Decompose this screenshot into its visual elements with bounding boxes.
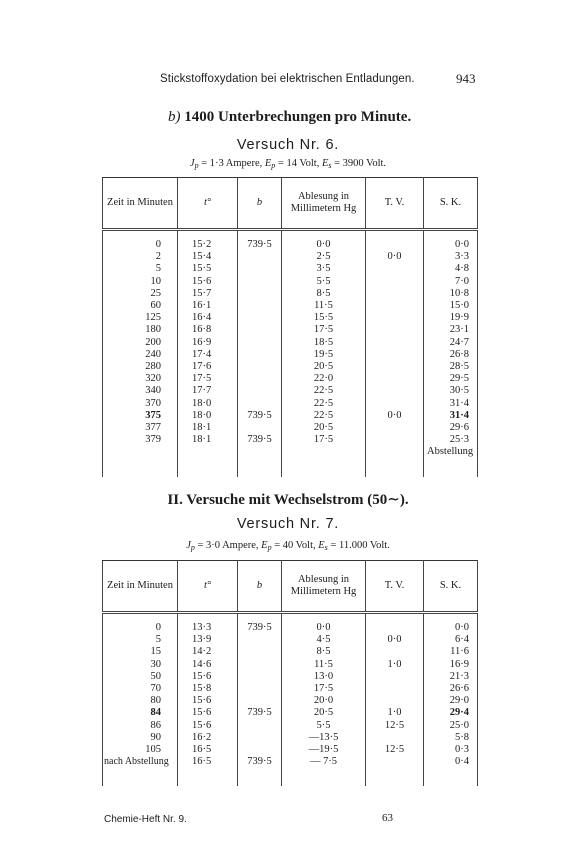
cell-temp: 15·6 <box>178 276 238 288</box>
cell-tv <box>366 422 424 434</box>
cell-ablesung: 17·5 <box>282 683 366 695</box>
cell-sk: 4·8 <box>424 263 478 275</box>
cell-b <box>238 385 282 397</box>
cell-temp: 15·6 <box>178 720 238 732</box>
cell-ablesung: 2·5 <box>282 251 366 263</box>
cell-tv <box>366 312 424 324</box>
cell-b <box>238 646 282 658</box>
cell-sk: 31·4 <box>424 410 478 422</box>
cell-zeit: 90 <box>103 732 178 744</box>
table-row <box>103 683 478 695</box>
table-row <box>103 646 478 658</box>
table-row <box>103 707 478 719</box>
cell-zeit: 15 <box>103 646 178 658</box>
cell-zeit: 5 <box>103 263 178 275</box>
cell-b <box>238 695 282 707</box>
table-row <box>103 373 478 385</box>
es-symbol: E <box>321 158 329 169</box>
cell-b <box>238 324 282 336</box>
cell-b <box>238 276 282 288</box>
col-sk: S. K. <box>424 178 478 230</box>
cell-ablesung: 20·5 <box>282 361 366 373</box>
versuch-7-table <box>102 560 478 786</box>
cell-zeit: 105 <box>103 744 178 756</box>
cell-zeit: 5 <box>103 634 178 646</box>
cell-tv: 0·0 <box>366 251 424 263</box>
table-row <box>103 622 478 634</box>
cell-zeit: 50 <box>103 671 178 683</box>
cell-ablesung: —19·5 <box>282 744 366 756</box>
ep-value: = 40 Volt, <box>274 540 316 551</box>
table-row <box>103 288 478 300</box>
cell-temp: 17·6 <box>178 361 238 373</box>
cell-zeit: 125 <box>103 312 178 324</box>
cell-temp: 13·3 <box>178 622 238 634</box>
table-row <box>103 349 478 361</box>
cell-tv <box>366 622 424 634</box>
col-tv: T. V. <box>366 561 424 613</box>
cell-zeit: 379 <box>103 434 178 446</box>
cell-ablesung: 13·0 <box>282 671 366 683</box>
cell-b <box>238 634 282 646</box>
ep-symbol: E <box>264 158 272 169</box>
cell-sk: 24·7 <box>424 337 478 349</box>
cell-sk: 26·8 <box>424 349 478 361</box>
cell-temp: 15·6 <box>178 695 238 707</box>
cell-ablesung: 17·5 <box>282 324 366 336</box>
cell-b <box>238 720 282 732</box>
cell-temp: 16·4 <box>178 312 238 324</box>
table-row <box>103 276 478 288</box>
cell-b <box>238 683 282 695</box>
cell-zeit: 370 <box>103 398 178 410</box>
cell-b: 739·5 <box>238 410 282 422</box>
versuch-6-params: $J_p = 1\cdot 3$ Ampere, $E_p = 14$ Volt, $E_s = 3900$ Volt. <box>189 158 387 170</box>
table-row <box>103 263 478 275</box>
cell-ablesung: 20·5 <box>282 422 366 434</box>
cell-zeit: 25 <box>103 288 178 300</box>
es-value: = 3900 Volt. <box>334 158 387 169</box>
jp-symbol: J <box>189 158 195 169</box>
cell-temp: 16·9 <box>178 337 238 349</box>
cell-tv <box>366 398 424 410</box>
table-row <box>103 446 478 458</box>
cell-tv <box>366 373 424 385</box>
jp-value: = 3·0 Ampere, <box>197 540 259 551</box>
cell-temp: 16·8 <box>178 324 238 336</box>
table-row <box>103 634 478 646</box>
table-row <box>103 312 478 324</box>
cell-b <box>238 744 282 756</box>
cell-temp: 15·8 <box>178 683 238 695</box>
cell-temp: 15·6 <box>178 671 238 683</box>
cell-ablesung: 5·5 <box>282 276 366 288</box>
cell-zeit <box>103 446 178 458</box>
cell-sk: Abstellung <box>424 446 478 458</box>
cell-sk: 0·3 <box>424 744 478 756</box>
cell-b <box>238 251 282 263</box>
cell-tv: 0·0 <box>366 410 424 422</box>
col-zeit: Zeit in Minuten <box>103 178 178 230</box>
section-ii-heading: II. Versuche mit Wechselstrom (50∼). <box>167 492 409 508</box>
cell-ablesung: —13·5 <box>282 732 366 744</box>
cell-zeit: nach Abstellung <box>103 756 178 768</box>
cell-tv <box>366 695 424 707</box>
cell-sk: 31·4 <box>424 398 478 410</box>
table-row <box>103 251 478 263</box>
cell-ablesung: 5·5 <box>282 720 366 732</box>
cell-zeit: 320 <box>103 373 178 385</box>
table-row <box>103 410 478 422</box>
cell-b <box>238 300 282 312</box>
cell-tv <box>366 276 424 288</box>
cell-tv <box>366 671 424 683</box>
cell-sk: 10·8 <box>424 288 478 300</box>
cell-sk: 25·0 <box>424 720 478 732</box>
cell-ablesung: 11·5 <box>282 659 366 671</box>
cell-zeit: 0 <box>103 239 178 251</box>
cell-tv: 0·0 <box>366 634 424 646</box>
es-value: = 11.000 Volt. <box>330 540 390 551</box>
cell-ablesung: 3·5 <box>282 263 366 275</box>
cell-b: 739·5 <box>238 707 282 719</box>
cell-b <box>238 288 282 300</box>
cell-sk: 23·1 <box>424 324 478 336</box>
jp-symbol: J <box>186 540 191 551</box>
cell-ablesung: — 7·5 <box>282 756 366 768</box>
cell-temp: 17·5 <box>178 373 238 385</box>
cell-ablesung: 20·5 <box>282 707 366 719</box>
col-b: b <box>238 178 282 230</box>
es-symbol: E <box>318 540 325 551</box>
ep-value: = 14 Volt, <box>277 158 320 169</box>
cell-sk: 5·8 <box>424 732 478 744</box>
col-ablesung: Ablesung in Millimetern Hg <box>282 178 366 230</box>
cell-ablesung: 18·5 <box>282 337 366 349</box>
cell-ablesung: 19·5 <box>282 349 366 361</box>
cell-ablesung: 22·0 <box>282 373 366 385</box>
cell-sk: 25·3 <box>424 434 478 446</box>
cell-tv <box>366 756 424 768</box>
cell-b <box>238 732 282 744</box>
cell-b: 739·5 <box>238 239 282 251</box>
cell-sk: 15·0 <box>424 300 478 312</box>
cell-b <box>238 361 282 373</box>
table-row <box>103 659 478 671</box>
cell-tv: 12·5 <box>366 744 424 756</box>
cell-tv <box>366 732 424 744</box>
cell-tv <box>366 349 424 361</box>
cell-zeit: 340 <box>103 385 178 397</box>
cell-zeit: 80 <box>103 695 178 707</box>
table-row <box>103 361 478 373</box>
cell-temp: 13·9 <box>178 634 238 646</box>
cell-zeit: 84 <box>103 707 178 719</box>
cell-temp <box>178 446 238 458</box>
cell-tv <box>366 263 424 275</box>
cell-ablesung: 15·5 <box>282 312 366 324</box>
versuch-7-params: $J_p = 3\cdot 0$ Ampere, $E_p = 40$ Volt, $E_s = 11.000$ Volt. <box>186 540 390 552</box>
cell-ablesung: 8·5 <box>282 646 366 658</box>
col-temp: t° <box>178 178 238 230</box>
cell-b: 739·5 <box>238 434 282 446</box>
cell-b <box>238 312 282 324</box>
cell-sk: 29·0 <box>424 695 478 707</box>
cell-sk: 0·4 <box>424 756 478 768</box>
cell-ablesung: 22·5 <box>282 385 366 397</box>
cell-zeit: 10 <box>103 276 178 288</box>
section-b-heading <box>168 109 411 126</box>
cell-zeit: 60 <box>103 300 178 312</box>
cell-tv <box>366 300 424 312</box>
cell-tv <box>366 434 424 446</box>
section-b-label: b) <box>168 109 181 125</box>
cell-sk: 11·6 <box>424 646 478 658</box>
cell-temp: 15·6 <box>178 707 238 719</box>
ep-symbol: E <box>261 540 268 551</box>
cell-b <box>238 337 282 349</box>
table-row <box>103 239 478 251</box>
running-title: Stickstoffoxydation bei elektrischen Entladungen. <box>160 73 415 85</box>
cell-b <box>238 446 282 458</box>
cell-tv <box>366 446 424 458</box>
cell-ablesung: 17·5 <box>282 434 366 446</box>
table-row <box>103 324 478 336</box>
cell-ablesung: 22·5 <box>282 410 366 422</box>
cell-temp: 15·5 <box>178 263 238 275</box>
cell-temp: 14·6 <box>178 659 238 671</box>
jp-value: = 1·3 Ampere, <box>201 158 263 169</box>
cell-b: 739·5 <box>238 756 282 768</box>
cell-sk: 21·3 <box>424 671 478 683</box>
table-row <box>103 695 478 707</box>
cell-tv <box>366 361 424 373</box>
cell-temp: 16·1 <box>178 300 238 312</box>
cell-tv: 1·0 <box>366 659 424 671</box>
table-row <box>103 398 478 410</box>
cell-zeit: 200 <box>103 337 178 349</box>
cell-temp: 18·0 <box>178 410 238 422</box>
cell-tv <box>366 239 424 251</box>
cell-ablesung: 4·5 <box>282 634 366 646</box>
cell-tv <box>366 646 424 658</box>
footer-sheet-number: 63 <box>382 812 393 824</box>
cell-tv <box>366 288 424 300</box>
cell-sk: 3·3 <box>424 251 478 263</box>
table-row <box>103 422 478 434</box>
table-row <box>103 300 478 312</box>
cell-sk: 28·5 <box>424 361 478 373</box>
col-ablesung: Ablesung in Millimetern Hg <box>282 561 366 613</box>
col-temp: t° <box>178 561 238 613</box>
versuch-7-title: Versuch Nr. 7. <box>236 516 340 532</box>
table-row <box>103 337 478 349</box>
cell-zeit: 375 <box>103 410 178 422</box>
cell-sk: 29·4 <box>424 707 478 719</box>
cell-sk: 7·0 <box>424 276 478 288</box>
cell-tv <box>366 385 424 397</box>
page-number: 943 <box>456 71 476 86</box>
cell-temp: 18·0 <box>178 398 238 410</box>
cell-zeit: 240 <box>103 349 178 361</box>
cell-sk: 30·5 <box>424 385 478 397</box>
cell-temp: 14·2 <box>178 646 238 658</box>
cell-tv: 1·0 <box>366 707 424 719</box>
cell-temp: 16·2 <box>178 732 238 744</box>
cell-ablesung: 0·0 <box>282 239 366 251</box>
cell-temp: 18·1 <box>178 434 238 446</box>
cell-b <box>238 422 282 434</box>
cell-tv <box>366 683 424 695</box>
cell-sk: 19·9 <box>424 312 478 324</box>
cell-b <box>238 671 282 683</box>
versuch-6-title: Versuch Nr. 6. <box>236 137 340 153</box>
cell-b <box>238 263 282 275</box>
cell-zeit: 180 <box>103 324 178 336</box>
cell-sk: 26·6 <box>424 683 478 695</box>
cell-zeit: 2 <box>103 251 178 263</box>
cell-temp: 17·4 <box>178 349 238 361</box>
cell-sk: 29·6 <box>424 422 478 434</box>
cell-temp: 16·5 <box>178 744 238 756</box>
cell-zeit: 377 <box>103 422 178 434</box>
cell-b: 739·5 <box>238 622 282 634</box>
cell-tv <box>366 337 424 349</box>
table-row <box>103 671 478 683</box>
cell-sk: 29·5 <box>424 373 478 385</box>
cell-temp: 18·1 <box>178 422 238 434</box>
cell-sk: 16·9 <box>424 659 478 671</box>
table-row <box>103 756 478 768</box>
cell-b <box>238 659 282 671</box>
cell-zeit: 280 <box>103 361 178 373</box>
cell-ablesung: 0·0 <box>282 622 366 634</box>
cell-ablesung <box>282 446 366 458</box>
cell-sk: 0·0 <box>424 239 478 251</box>
cell-temp: 16·5 <box>178 756 238 768</box>
cell-ablesung: 20·0 <box>282 695 366 707</box>
col-b: b <box>238 561 282 613</box>
table-row <box>103 434 478 446</box>
cell-zeit: 30 <box>103 659 178 671</box>
table-row <box>103 744 478 756</box>
cell-ablesung: 11·5 <box>282 300 366 312</box>
footer-journal: Chemie-Heft Nr. 9. <box>104 814 187 825</box>
cell-b <box>238 398 282 410</box>
cell-ablesung: 8·5 <box>282 288 366 300</box>
cell-tv: 12·5 <box>366 720 424 732</box>
cell-tv <box>366 324 424 336</box>
cell-zeit: 70 <box>103 683 178 695</box>
cell-zeit: 86 <box>103 720 178 732</box>
cell-zeit: 0 <box>103 622 178 634</box>
cell-b <box>238 373 282 385</box>
cell-temp: 17·7 <box>178 385 238 397</box>
versuch-6-table <box>102 177 478 477</box>
col-tv: T. V. <box>366 178 424 230</box>
section-b-title: 1400 Unterbrechungen pro Minute. <box>184 109 412 125</box>
cell-sk: 6·4 <box>424 634 478 646</box>
cell-b <box>238 349 282 361</box>
cell-temp: 15·4 <box>178 251 238 263</box>
table-row <box>103 732 478 744</box>
cell-temp: 15·7 <box>178 288 238 300</box>
table-row <box>103 385 478 397</box>
col-zeit: Zeit in Minuten <box>103 561 178 613</box>
cell-ablesung: 22·5 <box>282 398 366 410</box>
table-row <box>103 720 478 732</box>
cell-temp: 15·2 <box>178 239 238 251</box>
cell-sk: 0·0 <box>424 622 478 634</box>
col-sk: S. K. <box>424 561 478 613</box>
